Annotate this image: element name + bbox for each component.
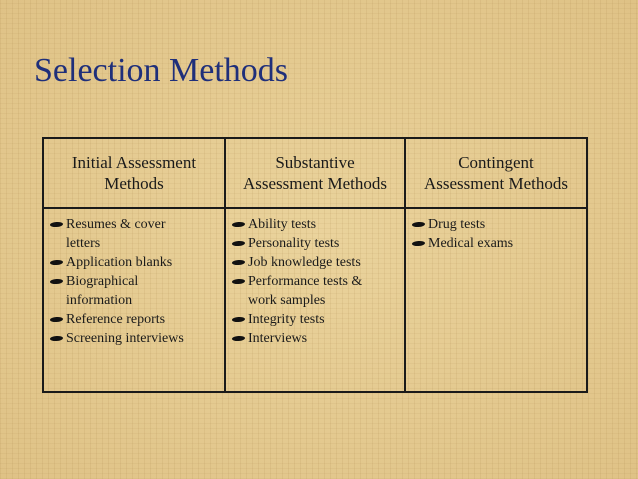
list-item (230, 272, 400, 310)
bullet-icon (50, 279, 63, 285)
initial-assessment-cell (43, 208, 225, 392)
header-line: Assessment Methods (423, 174, 569, 193)
list-item (48, 253, 220, 272)
contingent-assessment-cell (405, 208, 587, 392)
list-item-text: letters (66, 236, 101, 251)
header-line: Assessment Methods (242, 174, 388, 193)
list-item (230, 253, 400, 272)
bullet-icon (50, 317, 63, 323)
list-item (48, 215, 220, 253)
list-item (230, 215, 400, 234)
contingent-assessment-list (406, 215, 586, 253)
list-item-text: work samples (248, 293, 326, 308)
bullet-icon (412, 222, 425, 228)
bullet-icon (232, 317, 245, 323)
list-item (48, 310, 220, 329)
list-item (410, 234, 582, 253)
substantive-assessment-list (226, 215, 404, 348)
bullet-icon (232, 222, 245, 228)
slide-title: Selection Methods (34, 52, 289, 89)
bullet-icon (50, 222, 63, 228)
bullet-icon (50, 336, 63, 342)
list-item (48, 329, 220, 348)
list-item-text: Resumes & cover (66, 217, 166, 232)
list-item-text: Integrity tests (248, 312, 325, 327)
header-line: Initial Assessment (71, 153, 197, 172)
table-header-row (43, 138, 587, 208)
list-item-text: information (66, 293, 133, 308)
list-item (410, 215, 582, 234)
list-item-text: Application blanks (66, 255, 173, 270)
bullet-icon (232, 260, 245, 266)
list-item-text: Job knowledge tests (248, 255, 361, 270)
list-item (230, 329, 400, 348)
bullet-icon (232, 336, 245, 342)
list-item-text: Biographical (66, 274, 139, 289)
header-line: Substantive (275, 153, 355, 172)
header-initial-assessment (43, 138, 225, 208)
bullet-icon (232, 279, 245, 285)
list-item-text: Screening interviews (66, 331, 184, 346)
selection-methods-table (42, 137, 588, 393)
list-item-text: Performance tests & (248, 274, 363, 289)
list-item (48, 272, 220, 310)
header-line: Contingent (458, 153, 534, 172)
list-item-text: Reference reports (66, 312, 166, 327)
bullet-icon (50, 260, 63, 266)
substantive-assessment-cell (225, 208, 405, 392)
bullet-icon (232, 241, 245, 247)
initial-assessment-list (44, 215, 224, 348)
list-item (230, 310, 400, 329)
list-item-text: Drug tests (428, 217, 486, 232)
list-item-text: Medical exams (428, 236, 514, 251)
header-contingent-assessment (405, 138, 587, 208)
header-line: Methods (104, 174, 164, 193)
list-item (230, 234, 400, 253)
list-item-text: Interviews (248, 331, 308, 346)
header-substantive-assessment (225, 138, 405, 208)
bullet-icon (412, 241, 425, 247)
list-item-text: Personality tests (248, 236, 340, 251)
list-item-text: Ability tests (248, 217, 317, 232)
table-body-row (43, 208, 587, 392)
